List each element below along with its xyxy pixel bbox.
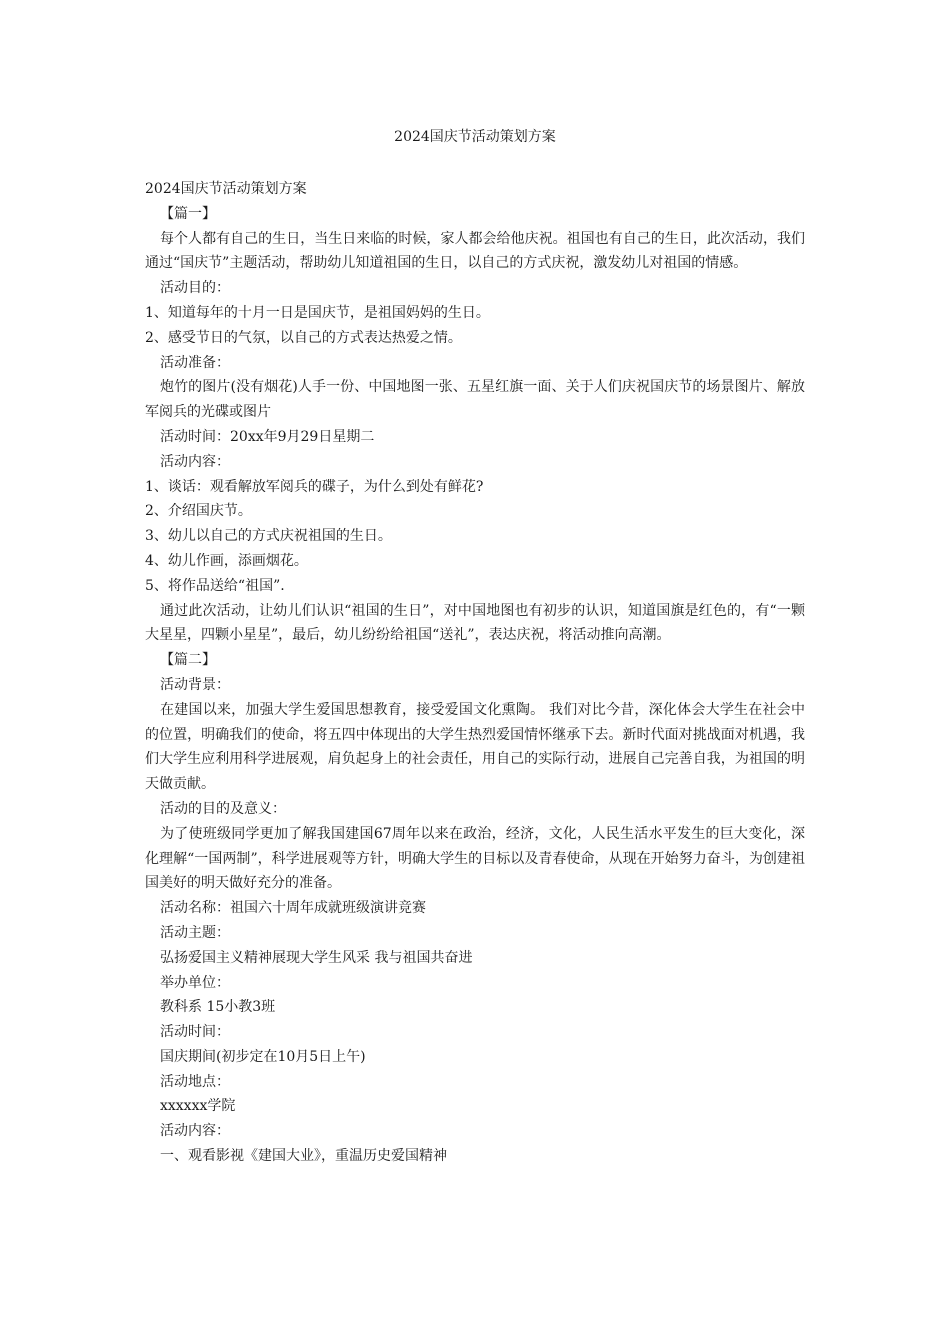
paragraph-line: 活动内容： xyxy=(160,453,230,470)
paragraph-line: 国庆期间(初步定在10月5日上午) xyxy=(160,1048,366,1065)
paragraph-line: 教科系 15小教3班 xyxy=(160,999,276,1016)
paragraph-line: 活动内容： xyxy=(160,1123,230,1140)
paragraph-line: 在建国以来，加强大学生爱国思想教育，接受爱国文化熏陶。 我们对比今昔，深化体会大学生在社会中的位置，明确我们的使命，将五四中体现出的大学生热烈爱国情怀继承下去。新时代面对挑战面对机遇，我们大学生应利用科学进展观，肩负起身上的社会责任，用自己的实际行动，进展自己完善自我，为祖国的明天做贡献。 xyxy=(145,701,805,793)
paragraph-line: 为了使班级同学更加了解我国建国67周年以来在政治，经济，文化，人民生活水平发生的巨大变化，深化理解“一国两制”，科学进展观等方针，明确大学生的目标以及青春使命，从现在开始努力奋斗，为创建祖国美好的明天做好充分的准备。 xyxy=(145,825,805,892)
paragraph-line: 活动目的： xyxy=(160,280,230,297)
paragraph-line: 2、介绍国庆节。 xyxy=(145,503,252,520)
page-title: 2024国庆节活动策划方案 xyxy=(394,129,556,145)
paragraph-line: 炮竹的图片(没有烟花)人手一份、中国地图一张、五星红旗一面、关于人们庆祝国庆节的场景图片、解放军阅兵的光碟或图片 xyxy=(145,379,805,421)
paragraph-line: 活动准备： xyxy=(160,354,230,371)
paragraph-line: 【篇一】 xyxy=(160,205,216,222)
paragraph-line: 3、幼儿以自己的方式庆祝祖国的生日。 xyxy=(145,528,392,545)
paragraph-line: 弘扬爱国主义精神展现大学生风采 我与祖国共奋进 xyxy=(160,949,473,966)
paragraph-line: 举办单位： xyxy=(160,974,230,991)
paragraph-line: 5、将作品送给“祖国”. xyxy=(145,577,285,594)
paragraph-line: 活动的目的及意义： xyxy=(160,800,286,817)
paragraph-line: 4、幼儿作画，添画烟花。 xyxy=(145,552,308,569)
paragraph-line: 1、谈话：观看解放军阅兵的碟子，为什么到处有鲜花? xyxy=(145,478,484,495)
paragraph-line: 活动时间：20xx年9月29日星期二 xyxy=(160,428,375,445)
paragraph-line: 2、感受节日的气氛，以自己的方式表达热爱之情。 xyxy=(145,329,462,346)
paragraph-line: 2024国庆节活动策划方案 xyxy=(145,181,307,197)
paragraph-line: 活动地点： xyxy=(160,1073,230,1090)
paragraph-line: 一、观看影视《建国大业》，重温历史爱国精神 xyxy=(160,1148,447,1165)
paragraph-line: 每个人都有自己的生日，当生日来临的时候，家人都会给他庆祝。祖国也有自己的生日，此次活动，我们通过“国庆节”主题活动，帮助幼儿知道祖国的生日，以自己的方式庆祝，激发幼儿对祖国的情感。 xyxy=(145,230,805,272)
paragraph-line: 活动名称：祖国六十周年成就班级演讲竞赛 xyxy=(160,900,426,917)
paragraph-line: 通过此次活动，让幼儿们认识“祖国的生日”，对中国地图也有初步的认识，知道国旗是红色的，有“一颗大星星，四颗小星星”，最后，幼儿纷纷给祖国“送礼”，表达庆祝，将活动推向高潮。 xyxy=(145,602,805,644)
paragraph-line: 活动主题： xyxy=(160,924,230,941)
paragraph-line: 1、知道每年的十月一日是国庆节，是祖国妈妈的生日。 xyxy=(145,304,490,321)
paragraph-line: 【篇二】 xyxy=(160,652,216,669)
paragraph-line: 活动时间： xyxy=(160,1024,230,1041)
paragraph-line: 活动背景： xyxy=(160,676,230,693)
document-body xyxy=(145,177,805,1169)
paragraph-line: xxxxxx学院 xyxy=(160,1098,236,1115)
